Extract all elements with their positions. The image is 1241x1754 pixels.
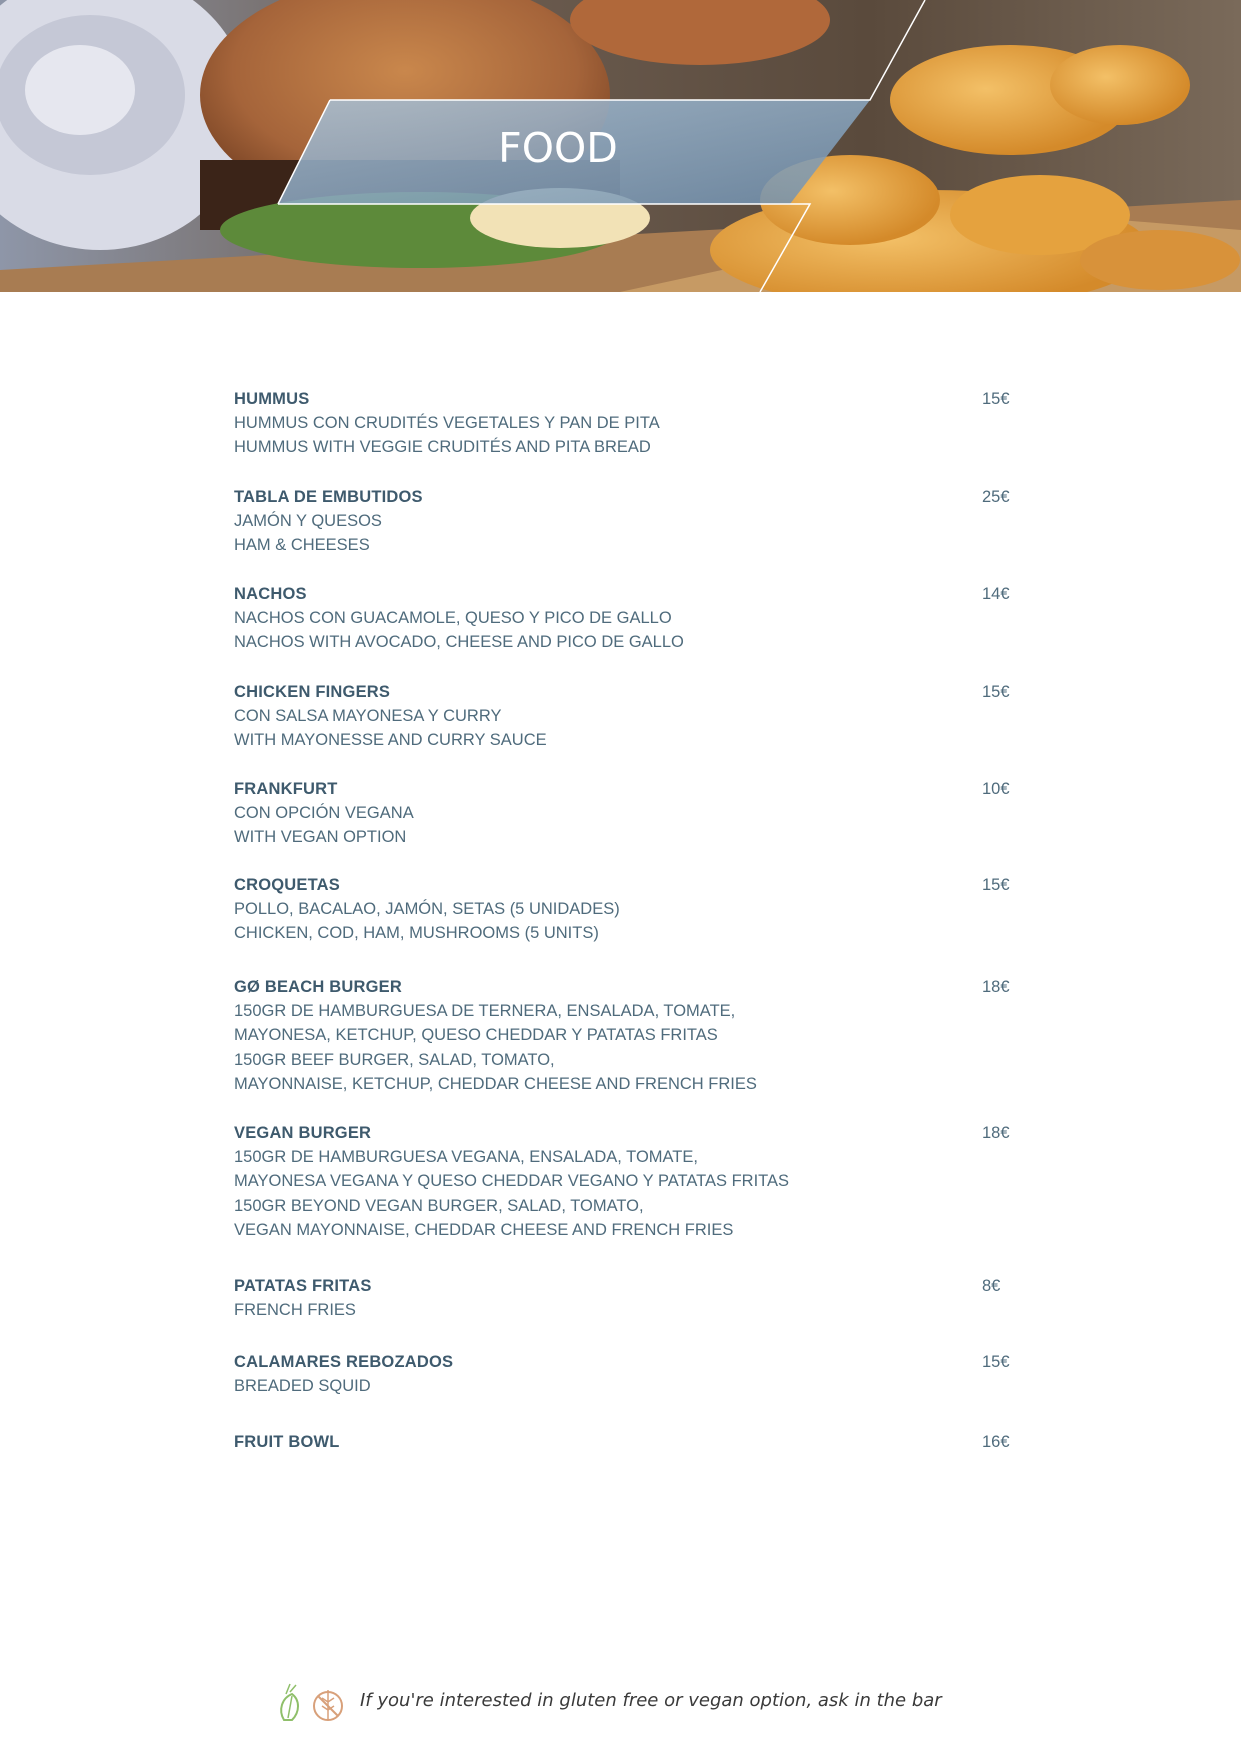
- menu-item: [234, 873, 1014, 946]
- item-name: HUMMUS: [234, 390, 310, 408]
- menu-item: [234, 1121, 1014, 1243]
- footer-note-block: [276, 1680, 976, 1724]
- item-name: TABLA DE EMBUTIDOS: [234, 488, 423, 506]
- menu-item: [234, 777, 1014, 850]
- item-price: 15€: [982, 876, 1010, 894]
- item-description-en: MAYONNAISE, KETCHUP, CHEDDAR CHEESE AND FRENCH FRIES: [234, 1075, 757, 1094]
- item-price: 25€: [982, 488, 1010, 506]
- item-description-es: 150GR DE HAMBURGUESA VEGANA, ENSALADA, TOMATE,: [234, 1148, 698, 1166]
- item-price: 10€: [982, 780, 1010, 798]
- item-price: 18€: [982, 1124, 1010, 1142]
- hero-banner: [0, 0, 1241, 292]
- item-name: FRUIT BOWL: [234, 1433, 340, 1451]
- menu-item: [234, 975, 1014, 1097]
- item-price: 14€: [982, 585, 1010, 603]
- item-description-es: JAMÓN Y QUESOS: [234, 512, 382, 530]
- item-name: PATATAS FRITAS: [234, 1277, 372, 1295]
- menu-item: [234, 582, 1014, 655]
- item-description-en: CHICKEN, COD, HAM, MUSHROOMS (5 UNITS): [234, 924, 599, 943]
- menu-item: [234, 387, 1014, 460]
- item-description-es: MAYONESA VEGANA Y QUESO CHEDDAR VEGANO Y PATATAS FRITAS: [234, 1172, 790, 1191]
- page-title: FOOD: [498, 124, 618, 172]
- item-name: CALAMARES REBOZADOS: [234, 1353, 454, 1371]
- item-description-en: 150GR BEEF BURGER, SALAD, TOMATO,: [234, 1050, 555, 1069]
- item-price: 15€: [982, 1353, 1010, 1371]
- menu-item: [234, 1350, 1014, 1398]
- item-description-es: POLLO, BACALAO, JAMÓN, SETAS (5 UNIDADES): [234, 900, 620, 918]
- item-description-en: 150GR BEYOND VEGAN BURGER, SALAD, TOMATO,: [234, 1196, 644, 1215]
- item-description-en: VEGAN MAYONNAISE, CHEDDAR CHEESE AND FRENCH FRIES: [234, 1221, 734, 1240]
- item-description-es: CON OPCIÓN VEGANA: [234, 804, 414, 822]
- item-name: VEGAN BURGER: [234, 1124, 372, 1142]
- item-description-en: WITH MAYONESSE AND CURRY SAUCE: [234, 731, 547, 750]
- vegan-leaf-icon: [281, 1684, 298, 1720]
- menu-item: [234, 1430, 1014, 1454]
- item-description-en: FRENCH FRIES: [234, 1301, 356, 1319]
- item-description-es: 150GR DE HAMBURGUESA DE TERNERA, ENSALADA, TOMATE,: [234, 1002, 736, 1020]
- item-description-en: HAM & CHEESES: [234, 536, 370, 555]
- item-price: 8€: [982, 1277, 1001, 1295]
- item-name: CHICKEN FINGERS: [234, 683, 391, 701]
- diet-icons: [276, 1680, 348, 1724]
- item-description-en: HUMMUS WITH VEGGIE CRUDITÉS AND PITA BREAD: [234, 438, 651, 457]
- item-price: 18€: [982, 978, 1010, 996]
- item-description-es: NACHOS CON GUACAMOLE, QUESO Y PICO DE GALLO: [234, 609, 672, 627]
- item-name: CROQUETAS: [234, 876, 340, 894]
- gluten-free-wheat-icon: [314, 1690, 342, 1720]
- item-name: GØ BEACH BURGER: [234, 978, 403, 996]
- item-description-en: NACHOS WITH AVOCADO, CHEESE AND PICO DE GALLO: [234, 633, 684, 652]
- item-description-en: BREADED SQUID: [234, 1377, 371, 1395]
- menu-item: [234, 680, 1014, 753]
- item-price: 15€: [982, 390, 1010, 408]
- item-price: 16€: [982, 1433, 1010, 1451]
- item-name: NACHOS: [234, 585, 307, 603]
- item-description-es: MAYONESA, KETCHUP, QUESO CHEDDAR Y PATATAS FRITAS: [234, 1026, 718, 1045]
- item-description-es: CON SALSA MAYONESA Y CURRY: [234, 707, 502, 725]
- item-price: 15€: [982, 683, 1010, 701]
- item-name: FRANKFURT: [234, 780, 338, 798]
- item-description-en: WITH VEGAN OPTION: [234, 828, 407, 847]
- item-description-es: HUMMUS CON CRUDITÉS VEGETALES Y PAN DE PITA: [234, 414, 660, 432]
- menu-item: [234, 1274, 1014, 1322]
- menu-item: [234, 485, 1014, 558]
- footer-note: If you're interested in gluten free or vegan option, ask in the bar: [360, 1690, 942, 1711]
